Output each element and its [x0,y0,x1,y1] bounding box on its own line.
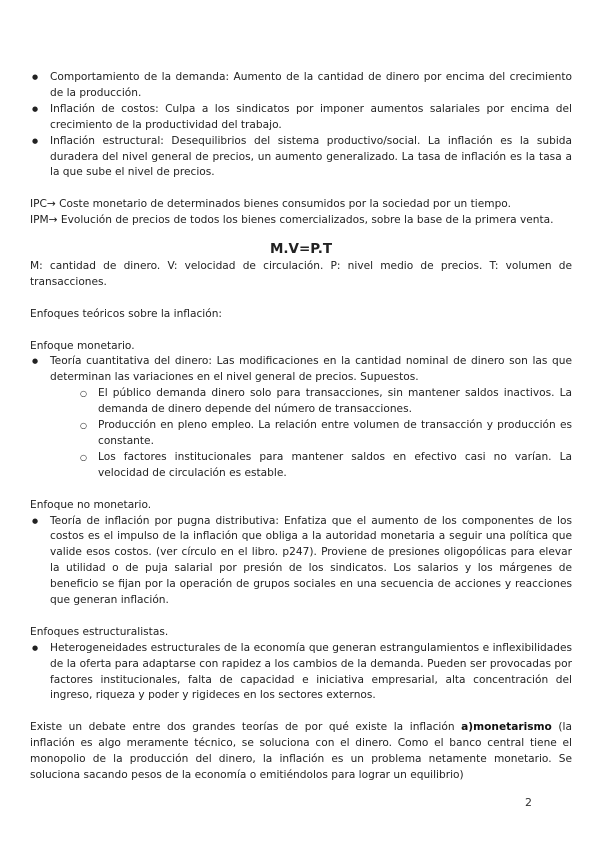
no-monetario-title: Enfoque no monetario. [30,498,152,511]
enfoques-title: Enfoques teóricos sobre la inflación: [30,307,222,320]
debate-paragraph [30,720,572,784]
no-monetario-list [30,514,572,609]
list-item: ● Heterogeneidades estructurales de la economía que generan estrangulamientos e inflexibilidades de la oferta para adaptarse con rapidez a los cambios de la demanda. Pueden ser provocadas por factores institucionales, falta de capacidad e iniciativa empresarial, alta concentración del ingreso, riqueza y poder y rigideces en los sectores externos. [30,641,572,705]
page-number: 2 [525,796,532,809]
list-item: ○ El público demanda dinero solo para transacciones, sin mantener saldos inactivos. La demanda de dinero depende del número de transacciones. [78,386,572,418]
estructuralistas-list [30,641,572,705]
quantity-equation: M.V=P.T [269,241,333,258]
list-item: ● Comportamiento de la demanda: Aumento de la cantidad de dinero por encima del crecimiento de la producción. [30,70,572,102]
monetario-title: Enfoque monetario. [30,339,135,352]
supuestos-list [50,386,572,481]
monetario-list [30,354,572,481]
ipc-definition: IPC→ Coste monetario de determinados bienes consumidos por la sociedad por un tiempo. [30,198,511,211]
monetarismo-term: a)monetarismo [461,721,552,734]
document-page [30,70,572,784]
list-item [30,354,572,481]
list-item: ○ Producción en pleno empleo. La relación entre volumen de transacción y producción es constante. [78,418,572,450]
list-item: ● Inflación de costos: Culpa a los sindicatos por imponer aumentos salariales por encima del crecimiento de la productividad del trabajo. [30,102,572,134]
debate-text-continued: (la inflación es algo meramente técnico, se soluciona con el dinero. Como el banco central tiene el monopolio de la producción del dinero, la inflación es un problema netamente monetario. Se soluciona sacando pesos de la economía o emitiéndolos para lograr un equilibrio) [30,721,572,781]
ipm-definition: IPM→ Evolución de precios de todos los bienes comercializados, sobre la base de la primera venta. [30,214,554,227]
estructuralistas-title: Enfoques estructuralistas. [30,625,169,638]
list-item: ● Inflación estructural: Desequilibrios del sistema productivo/social. La inflación es la subida duradera del nivel general de precios, un aumento generalizado. La tasa de inflación es la tasa a la que sube el nivel de precios. [30,134,572,182]
list-item: ○ Los factores institucionales para mantener saldos en efectivo casi no varían. La velocidad de circulación es estable. [78,450,572,482]
debate-text: Existe un debate entre dos grandes teorías de por qué existe la inflación [30,721,462,734]
formula-legend: M: cantidad de dinero. V: velocidad de circulación. P: nivel medio de precios. T: volumen de transacciones. [30,260,572,288]
list-item: ● Teoría de inflación por pugna distributiva: Enfatiza que el aumento de los componentes de los costos es el impulso de la inflación que obliga a la autoridad monetaria a seguir una política que valide esos costos. (ver círculo en el libro. p247). Proviene de presiones oligopólicas para elevar la utilidad o de puja salarial por presión de los sindicatos. Los salarios y los márgenes de beneficio se fijan por la operación de grupos sociales en una secuencia de acciones y reacciones que generan inflación. [30,514,572,609]
inflation-causes-list [30,70,572,181]
monetario-item-text: Teoría cuantitativa del dinero: Las modificaciones en la cantidad nominal de dinero son las que determinan las variaciones en el nivel general de precios. Supuestos. [50,355,572,384]
